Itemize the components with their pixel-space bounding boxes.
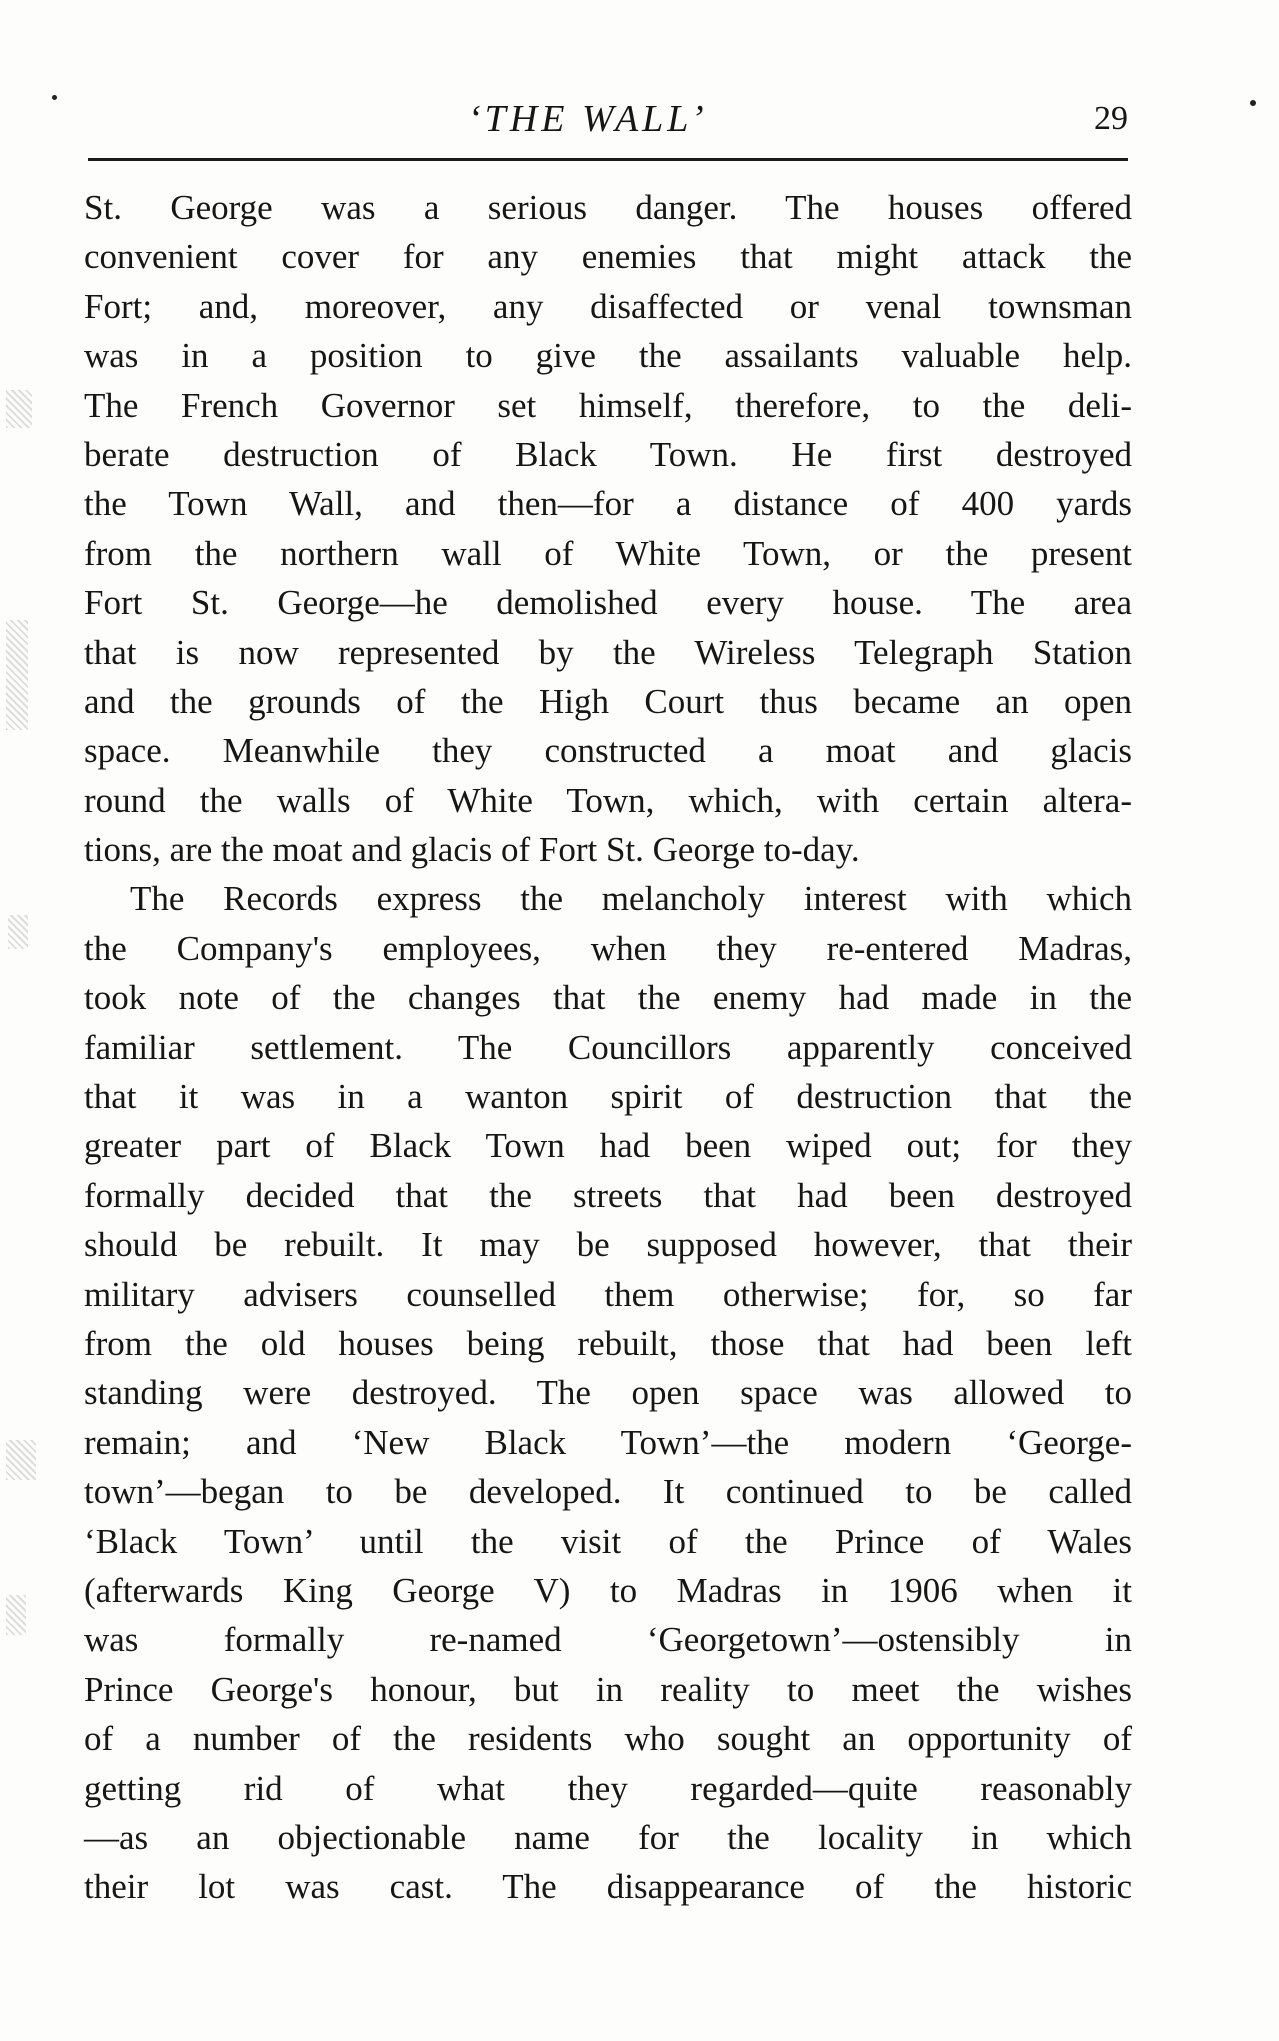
text-line: The French Governor set himself, therefore, to the deli- [84,385,1132,425]
text-line: greater part of Black Town had been wiped out; for they [84,1126,1132,1166]
text-line: —as an objectionable name for the locality in which [84,1817,1132,1857]
body-text [84,183,1132,1912]
scan-smudge [8,915,28,949]
text-line: (afterwards King George V) to Madras in 1906 when it [84,1570,1132,1610]
scan-smudge [6,1440,36,1480]
text-line: round the walls of White Town, which, with certain altera- [84,780,1132,820]
text-line: was formally re-named ‘Georgetown’—ostensibly in [84,1620,1132,1660]
text-line: tions, are the moat and glacis of Fort St. George to-day. [84,830,860,870]
text-line: should be rebuilt. It may be supposed however, that their [84,1225,1132,1265]
text-line: the Town Wall, and then—for a distance of 400 yards [84,484,1132,524]
text-line: Fort; and, moreover, any disaffected or venal townsman [84,286,1132,326]
text-line: familiar settlement. The Councillors apparently conceived [84,1027,1132,1067]
text-line: town’—began to be developed. It continued to be called [84,1472,1132,1512]
text-line: was in a position to give the assailants valuable help. [84,336,1132,376]
text-line: The Records express the melancholy interest with which [130,879,1132,919]
text-line: formally decided that the streets that had been destroyed [84,1175,1132,1215]
text-line: from the old houses being rebuilt, those that had been left [84,1323,1132,1363]
text-line: that is now represented by the Wireless Telegraph Station [84,632,1132,672]
text-line: convenient cover for any enemies that might attack the [84,237,1132,277]
header-rule [88,158,1128,161]
text-line: that it was in a wanton spirit of destruction that the [84,1077,1132,1117]
text-line: standing were destroyed. The open space was allowed to [84,1373,1132,1413]
scan-speck [1250,100,1256,106]
paragraph-2 [84,874,1132,1911]
scan-smudge [6,620,28,730]
text-line: Prince George's honour, but in reality to meet the wishes [84,1669,1132,1709]
text-line: their lot was cast. The disappearance of the historic [84,1867,1132,1907]
text-line: St. George was a serious danger. The houses offered [84,188,1132,227]
text-line: from the northern wall of White Town, or the present [84,533,1132,573]
text-line: Fort St. George—he demolished every house. The area [84,583,1132,623]
scan-speck [52,95,57,100]
scan-smudge [6,390,32,428]
text-line: military advisers counselled them otherwise; for, so far [84,1274,1132,1314]
text-line: took note of the changes that the enemy had made in the [84,978,1132,1018]
text-line: berate destruction of Black Town. He first destroyed [84,434,1132,474]
text-line: getting rid of what they regarded—quite reasonably [84,1768,1132,1808]
text-line: space. Meanwhile they constructed a moat and glacis [84,731,1132,771]
text-line: of a number of the residents who sought an opportunity of [84,1719,1132,1759]
text-line: and the grounds of the High Court thus became an open [84,681,1132,721]
page-number: 29 [1094,100,1128,137]
scan-smudge [6,1595,26,1635]
page-header [88,92,1128,146]
text-line: remain; and ‘New Black Town’—the modern ‘George- [84,1422,1132,1462]
text-line: ‘Black Town’ until the visit of the Prince of Wales [84,1521,1132,1561]
running-title: ‘THE WALL’ [468,98,708,140]
paragraph-1 [84,183,1132,874]
text-line: the Company's employees, when they re-entered Madras, [84,928,1132,968]
